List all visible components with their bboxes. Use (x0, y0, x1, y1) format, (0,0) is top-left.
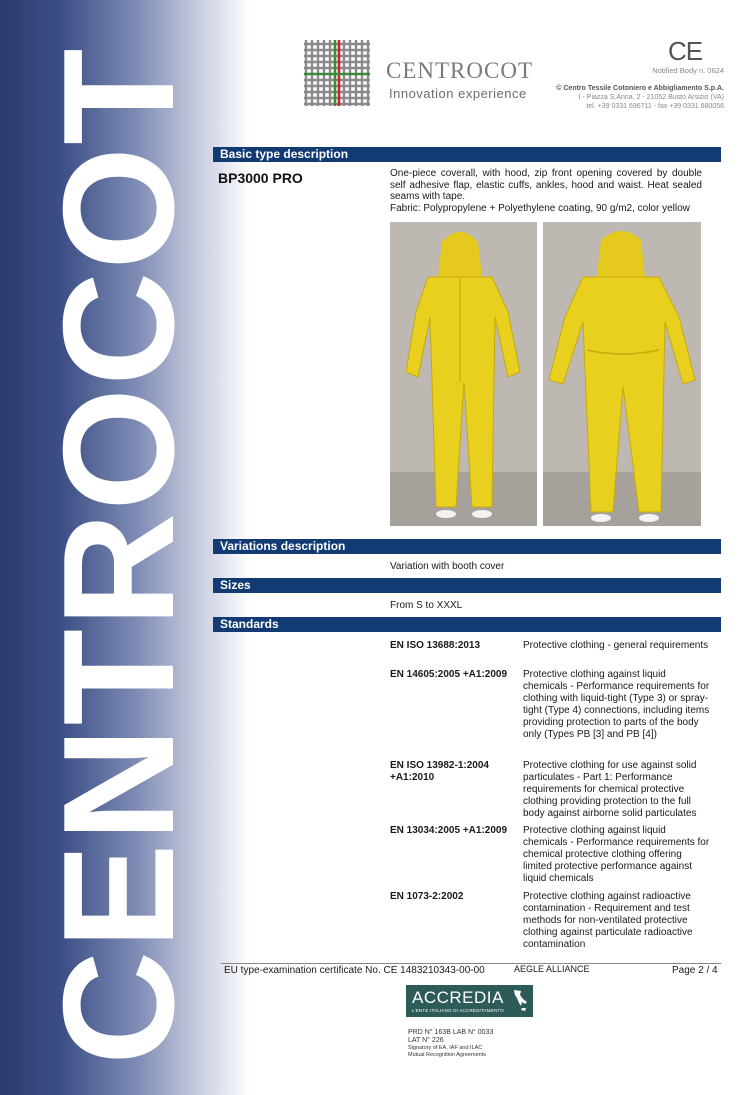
section-basic-heading: Basic type description (213, 147, 721, 162)
company-phone: tel. +39 0331 696711 - fax +39 0331 680056 (586, 103, 724, 110)
accredia-agreements: Mutual Recognition Agreements (408, 1051, 486, 1058)
side-band-wordmark: CENTROCOT (31, 46, 207, 1065)
company-street: I - Piazza S.Anna, 2 - 21052 Busto Arsizio (VA) (578, 94, 724, 101)
standard-description: Protective clothing - general requirements (523, 640, 709, 651)
standard-description: Protective clothing for use against solid particulates - Part 1: Performance requirements for chemical protective clothing providing protection to the full body against airborne solid particulates (523, 760, 697, 819)
coverall-back-photo (543, 222, 701, 526)
accredia-logo (406, 985, 533, 1017)
standard-code: EN 13034:2005 +A1:2009 (390, 825, 508, 836)
accredia-subtitle: L'ENTE ITALIANO DI ACCREDITAMENTO (412, 1008, 504, 1013)
notified-body: Notified Body n. 0624 (652, 66, 724, 75)
coverall-front-photo (390, 222, 537, 526)
model-name: BP3000 PRO (218, 170, 303, 186)
centrocot-logo-icon (302, 38, 372, 108)
standard-code: EN ISO 13982-1:2004 +A1:2010 (390, 760, 489, 783)
fabric-text: Fabric: Polypropylene + Polyethylene coating, 90 g/m2, color yellow (390, 202, 690, 214)
accredia-signatory: Signatory of EA, IAF and ILAC (408, 1045, 483, 1051)
standard-code: EN 14605:2005 +A1:2009 (390, 669, 508, 680)
brand-name: CENTROCOT (386, 58, 533, 83)
section-sizes-heading: Sizes (213, 578, 721, 593)
accredia-lat: LAT N° 226 (408, 1037, 444, 1044)
product-description (390, 168, 702, 214)
description-text: One-piece coverall, with hood, zip front opening covered by double self adhesive flap, elastic cuffs, ankles, hood and waist. Heat sealed seams with tape. (390, 168, 702, 202)
standard-code: EN 1073-2:2002 (390, 891, 464, 902)
italy-map-icon (512, 989, 528, 1013)
accredia-info (408, 1029, 493, 1058)
certificate-issuer: AEGLE ALLIANCE (514, 964, 590, 974)
standard-description: Protective clothing against radioactive contamination - Requirement and test methods for non-ventilated protective clothing against particulate radioactive contamination (523, 891, 693, 950)
standard-description: Protective clothing against liquid chemicals - Performance requirements for clothing with liquid-tight (Type 3) or spray-tight (Type 4) connections, including items providing protection to parts of the body only (Types PB [3] and PB [4]) (523, 669, 710, 740)
sizes-text: From S to XXXL (390, 600, 463, 611)
brand-tagline: Innovation experience (389, 86, 527, 101)
company-name: © Centro Tessile Cotoniero e Abbigliamento S.p.A. (556, 85, 724, 92)
variations-text: Variation with booth cover (390, 561, 505, 572)
footer-divider (221, 963, 721, 964)
accredia-prd-lab: PRD N° 163B LAB N° 0033 (408, 1029, 494, 1036)
standard-code: EN ISO 13688:2013 (390, 640, 481, 651)
section-standards-heading: Standards (213, 617, 721, 632)
section-variations-heading: Variations description (213, 539, 721, 554)
company-address (556, 84, 724, 111)
accredia-name: ACCREDIA (412, 988, 504, 1007)
page-number: Page 2 / 4 (672, 965, 718, 976)
certificate-number: EU type-examination certificate No. CE 1483210343-00-00 (224, 965, 485, 976)
standard-description: Protective clothing against liquid chemicals - Performance requirements for chemical protective clothing offering limited protective performance against liquid chemicals (523, 825, 710, 884)
ce-mark: CE (668, 36, 703, 66)
